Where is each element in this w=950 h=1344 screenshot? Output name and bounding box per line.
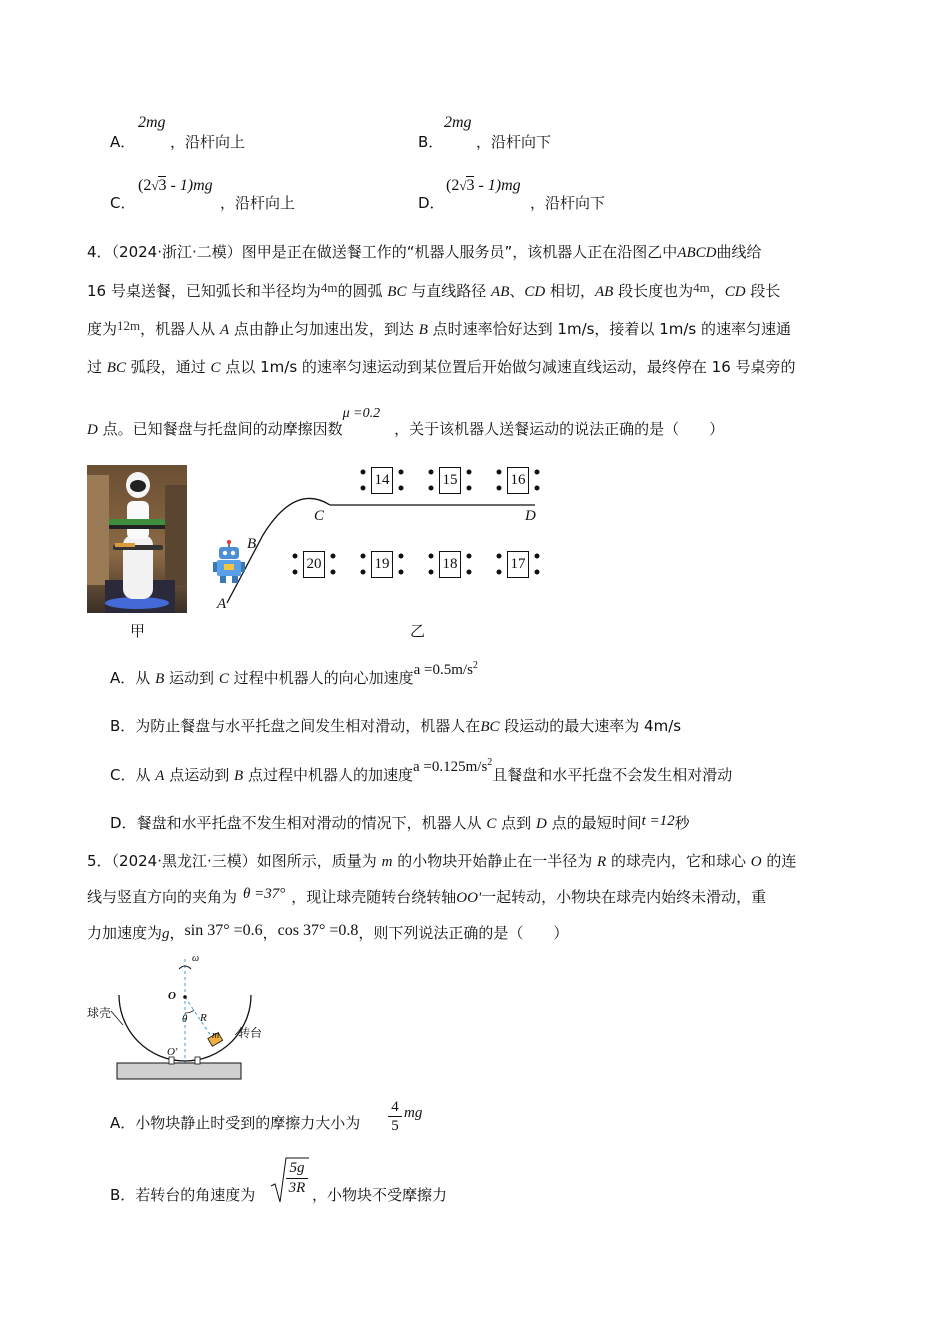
- q3-option-a-letter: A．: [110, 133, 136, 151]
- q5-number: 5．: [87, 852, 112, 870]
- q4-figure-label-yi: 乙: [410, 622, 426, 640]
- table-number: 18: [439, 551, 461, 578]
- q5-option-b-text: ，小物块不受摩擦力: [312, 1186, 448, 1204]
- q4-line-2: 16 号桌送餐，已知弧长和半径均为4m的圆弧 BC 与直线路径 AB、CD 相切，AB 段长度也为4m，CD 段长: [87, 280, 781, 300]
- q4-source: （2024·浙江·二模）: [111, 243, 242, 261]
- q4-option-a[interactable]: A．从 B 运动到 C 过程中机器人的向心加速度$a =0.5m/s^2$: [110, 660, 478, 687]
- table-number: 20: [303, 551, 325, 578]
- q3-option-c-text: ，沿杆向上: [220, 194, 296, 212]
- q3-option-a[interactable]: [110, 131, 135, 152]
- q5-option-b[interactable]: B．若转台的角速度为: [110, 1186, 256, 1204]
- q5-option-a[interactable]: A．小物块静止时受到的摩擦力大小为: [110, 1114, 361, 1132]
- q5-line-3: 力加速度为g，sin 37° =0.6，cos 37° =0.8，则下列说法正确的是（ ）: [87, 922, 569, 942]
- q3-option-a-formula: 2mg: [138, 114, 166, 131]
- q4-line-4: 过 BC 弧段，通过 C 点以 1m/s 的速率匀速运动到某位置后开始做匀减速直线运动，最终停在 16 号桌旁的: [87, 358, 796, 376]
- q3-option-a-text: ，沿杆向上: [170, 133, 246, 151]
- table-number: 15: [439, 467, 461, 494]
- q3-option-d-formula: (2√3 - 1)mg: [446, 177, 521, 194]
- q3-option-b[interactable]: [418, 131, 443, 152]
- q3-option-c-letter: C．: [110, 194, 136, 212]
- q5-figure: [85, 955, 255, 1095]
- q3-option-d[interactable]: [418, 192, 445, 213]
- q4-number: 4．: [87, 243, 112, 261]
- q4-line-1: 4．（2024·浙江·二模）图甲是正在做送餐工作的“机器人服务员”，该机器人正在沿图乙中ABCD曲线给: [87, 243, 762, 261]
- q3-option-d-text: ，沿杆向下: [530, 194, 606, 212]
- q4-point-d: D: [525, 508, 536, 524]
- center-o-label: O: [168, 990, 176, 1002]
- q3-option-c[interactable]: [110, 192, 135, 213]
- mass-label: m: [212, 1030, 220, 1041]
- q5-line-1: 5．（2024·黑龙江·三模）如图所示，质量为 m 的小物块开始静止在一半径为 R 的球壳内，它和球心 O 的连: [87, 852, 797, 870]
- table-number: 16: [507, 467, 529, 494]
- q3-option-b-text: ，沿杆向下: [476, 133, 552, 151]
- q3-option-b-letter: B．: [418, 133, 444, 151]
- theta-label: θ: [182, 1013, 188, 1025]
- robot-icon: [213, 540, 245, 584]
- table-number: 14: [371, 467, 393, 494]
- q3-option-b-formula: 2mg: [444, 114, 472, 131]
- radius-label: R: [200, 1012, 207, 1024]
- q4-point-a: A: [217, 596, 227, 612]
- q5-option-b-sqrt: 5g 3R: [270, 1156, 310, 1206]
- q4-option-b[interactable]: B．为防止餐盘与水平托盘之间发生相对滑动，机器人在BC 段运动的最大速率为 4m/s: [110, 717, 682, 735]
- q4-robot-photo: [87, 465, 187, 613]
- q5-source: （2024·黑龙江·三模）: [111, 852, 257, 870]
- o-prime-label: O': [167, 1046, 178, 1058]
- q4-point-b: B: [247, 536, 257, 552]
- table-number: 19: [371, 551, 393, 578]
- q5-line-2: 线与竖直方向的夹角为 θ =37° ，现让球壳随转台绕转轴OO'一起转动，小物块在球壳内始终未滑动，重: [87, 886, 767, 906]
- q4-point-c: C: [314, 508, 325, 524]
- shell-label: 球壳: [87, 1006, 112, 1020]
- q5-option-a-mg: mg: [404, 1105, 423, 1121]
- q4-option-d[interactable]: D．餐盘和水平托盘不发生相对滑动的情况下，机器人从 C 点到 D 点的最短时间t =12秒: [110, 813, 690, 832]
- q4-line-3: 度为12m，机器人从 A 点由静止匀加速出发，到达 B 点时速率恰好达到 1m/s，接着以 1m/s 的速率匀速通: [87, 318, 791, 338]
- q3-option-d-letter: D．: [418, 194, 445, 212]
- omega-label: ω: [192, 953, 200, 964]
- table-number: 17: [507, 551, 529, 578]
- turntable-label: 转台: [238, 1026, 263, 1040]
- q3-option-c-formula: (2√3 - 1)mg: [138, 177, 213, 194]
- q5-option-a-fraction: 4 5: [388, 1098, 402, 1135]
- q4-figure-label-jia: 甲: [130, 622, 146, 640]
- q4-line-5: D 点。已知餐盘与托盘间的动摩擦因数μ =0.2，关于该机器人送餐运动的说法正确的是（ ）: [87, 406, 725, 438]
- q4-option-c[interactable]: C．从 A 点运动到 B 点过程中机器人的加速度$a =0.125m/s^2$且餐盘和水平托盘不会发生相对滑动: [110, 757, 733, 784]
